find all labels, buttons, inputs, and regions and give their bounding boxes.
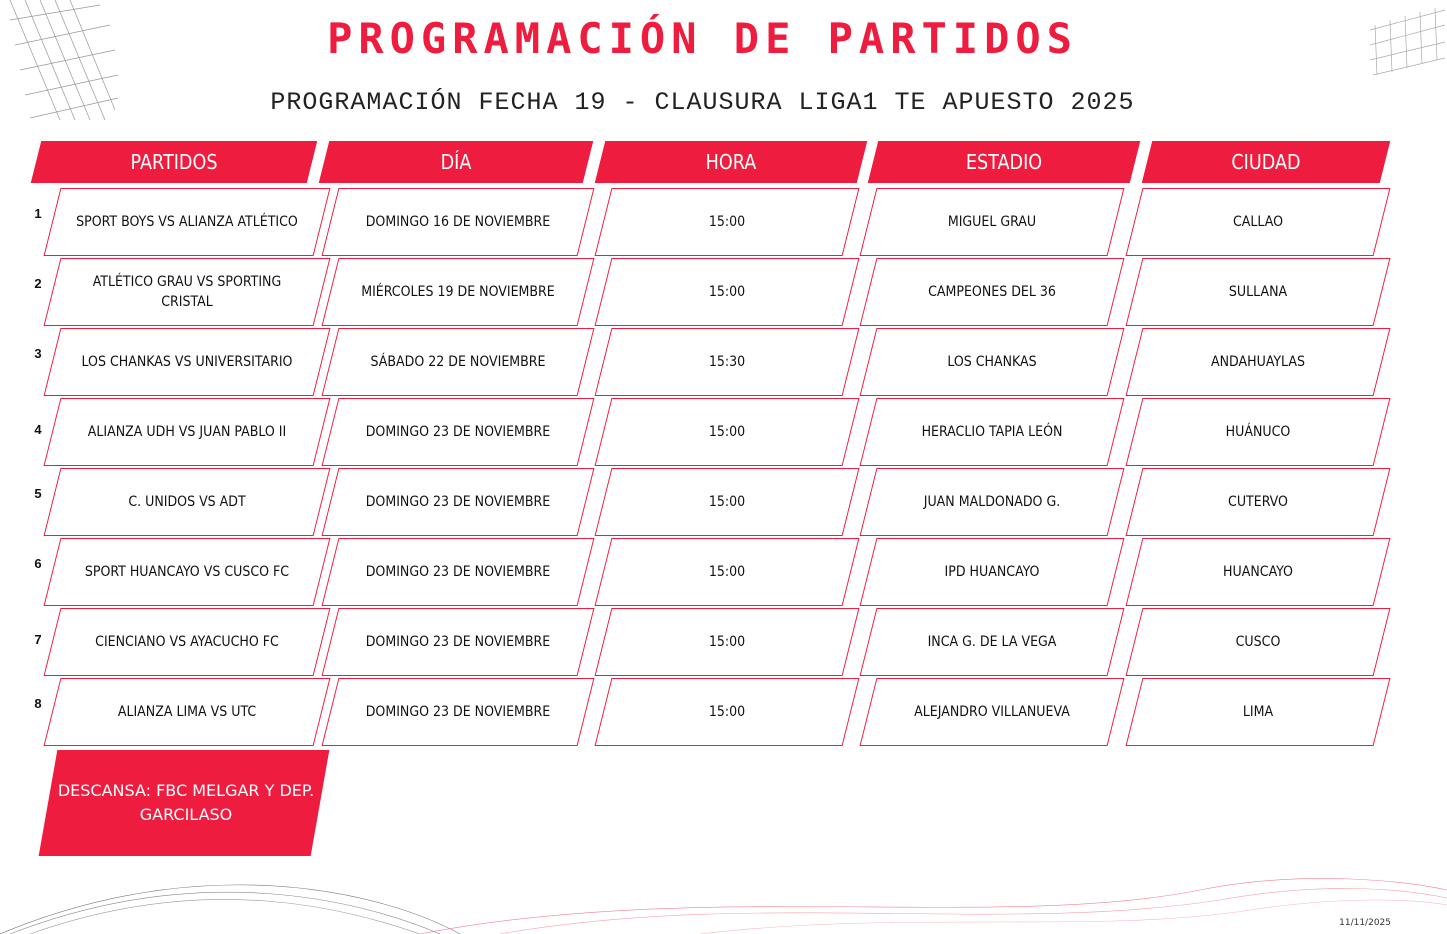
column-header-ciudad: CIUDAD	[1231, 150, 1301, 174]
match-cell: C. UNIDOS VS ADT	[128, 494, 246, 510]
row-number: 8	[34, 696, 42, 711]
match-cell: ALIANZA LIMA VS UTC	[117, 704, 257, 720]
row-number: 2	[34, 276, 42, 291]
time-cell: 15:00	[708, 214, 746, 230]
column-header-dia: DÍA	[440, 150, 472, 174]
stadium-cell: INCA G. DE LA VEGA	[927, 634, 1057, 650]
time-cell: 15:00	[708, 564, 746, 580]
column-header-hora: HORA	[705, 150, 757, 174]
city-cell: CUTERVO	[1228, 494, 1288, 510]
day-cell: DOMINGO 23 DE NOVIEMBRE	[365, 564, 551, 580]
time-cell: 15:00	[708, 424, 746, 440]
city-cell: HUANCAYO	[1223, 564, 1293, 580]
match-cell: LOS CHANKAS VS UNIVERSITARIO	[81, 354, 293, 370]
time-cell: 15:00	[708, 284, 746, 300]
row-number: 5	[34, 486, 42, 501]
page-title: PROGRAMACIÓN DE PARTIDOS	[327, 14, 1078, 63]
day-cell: DOMINGO 16 DE NOVIEMBRE	[365, 214, 551, 230]
footer-date: 11/11/2025	[1339, 918, 1391, 928]
match-cell: CIENCIANO VS AYACUCHO FC	[95, 634, 279, 650]
match-cell: ATLÉTICO GRAU VS SPORTING CRISTAL	[92, 274, 282, 310]
time-cell: 15:30	[708, 354, 746, 370]
stadium-cell: LOS CHANKAS	[947, 354, 1037, 370]
column-header-partidos: PARTIDOS	[130, 150, 218, 174]
row-number: 1	[34, 206, 42, 221]
page-subtitle: PROGRAMACIÓN FECHA 19 - CLAUSURA LIGA1 TE APUESTO 2025	[270, 88, 1135, 117]
time-cell: 15:00	[708, 704, 746, 720]
day-cell: DOMINGO 23 DE NOVIEMBRE	[365, 424, 551, 440]
match-cell: SPORT BOYS VS ALIANZA ATLÉTICO	[76, 214, 298, 230]
day-cell: DOMINGO 23 DE NOVIEMBRE	[365, 704, 551, 720]
day-cell: DOMINGO 23 DE NOVIEMBRE	[365, 634, 551, 650]
stadium-cell: HERACLIO TAPIA LEÓN	[921, 424, 1063, 440]
city-cell: CALLAO	[1232, 214, 1284, 230]
row-number: 6	[34, 556, 42, 571]
stadium-cell: JUAN MALDONADO G.	[923, 494, 1061, 510]
city-cell: ANDAHUAYLAS	[1211, 354, 1305, 370]
city-cell: CUSCO	[1235, 634, 1281, 650]
stadium-cell: MIGUEL GRAU	[947, 214, 1037, 230]
column-header-estadio: ESTADIO	[965, 150, 1043, 174]
wave-decoration-bottom	[0, 860, 1447, 934]
row-number: 7	[34, 632, 42, 647]
city-cell: SULLANA	[1228, 284, 1288, 300]
day-cell: DOMINGO 23 DE NOVIEMBRE	[365, 494, 551, 510]
row-number: 3	[34, 346, 42, 361]
time-cell: 15:00	[708, 494, 746, 510]
row-number: 4	[34, 422, 42, 437]
match-cell: SPORT HUANCAYO VS CUSCO FC	[84, 564, 290, 580]
stadium-cell: CAMPEONES DEL 36	[928, 284, 1056, 300]
day-cell: SÁBADO 22 DE NOVIEMBRE	[370, 354, 546, 370]
stadium-cell: IPD HUANCAYO	[944, 564, 1040, 580]
stadium-cell: ALEJANDRO VILLANUEVA	[914, 704, 1070, 720]
city-cell: LIMA	[1242, 704, 1274, 720]
time-cell: 15:00	[708, 634, 746, 650]
rest-note-text: DESCANSA: FBC MELGAR Y DEP. GARCILASO	[57, 781, 315, 824]
day-cell: MIÉRCOLES 19 DE NOVIEMBRE	[361, 284, 555, 300]
match-cell: ALIANZA UDH VS JUAN PABLO II	[87, 424, 287, 440]
city-cell: HUÁNUCO	[1225, 424, 1291, 440]
